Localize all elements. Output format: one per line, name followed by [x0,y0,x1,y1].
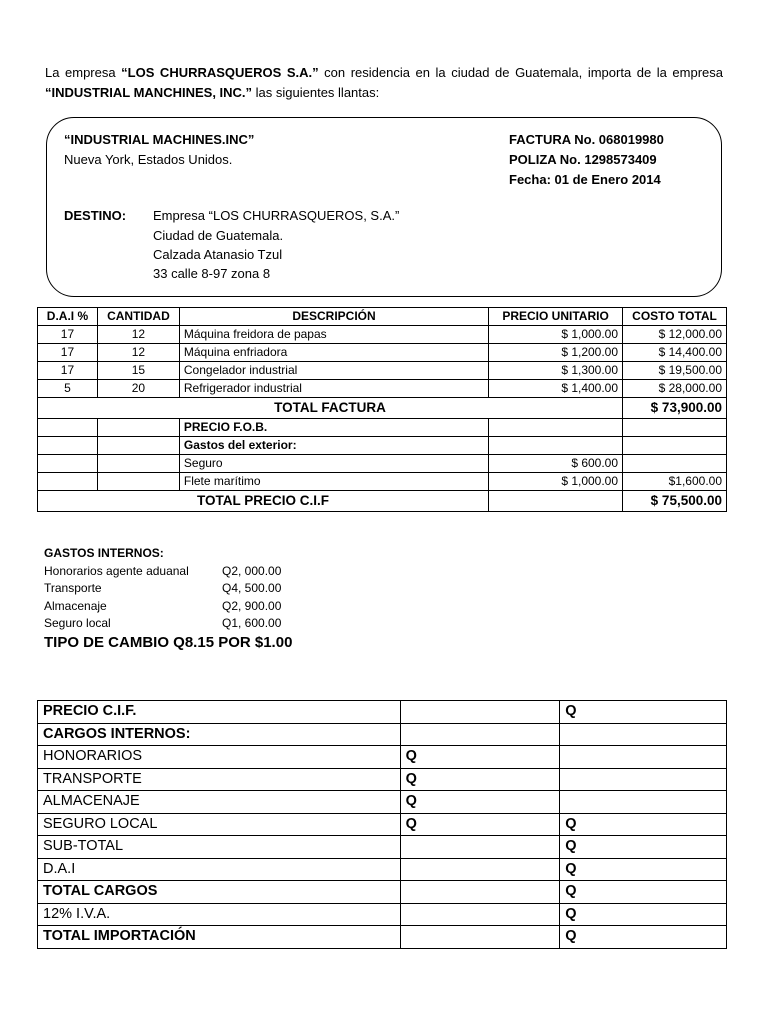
costo-cell: $ 28,000.00 [623,380,727,398]
table-row [38,836,727,859]
empty-cell [38,473,98,491]
factura-number: FACTURA No. 068019980 [509,132,664,147]
header-dai: D.A.I % [38,308,98,326]
gastos-internos-section [44,545,282,633]
table-row [38,455,727,473]
table-row [38,746,727,769]
list-item [44,563,282,581]
empty-cell [38,455,98,473]
empty-cell [97,455,179,473]
seller-company-name: “INDUSTRIAL MANCHINES, INC.” [45,85,253,100]
calc-col2 [400,903,560,926]
flete-value: $ 1,000.00 [489,473,623,491]
empty-cell [97,419,179,437]
destino-line: Calzada Atanasio Tzul [153,247,283,262]
gastos-exterior-label: Gastos del exterior: [179,437,488,455]
total-cif-row [38,491,727,512]
empty-cell [623,437,727,455]
calc-col3: Q [560,881,727,904]
list-item [44,615,282,633]
table-row [38,768,727,791]
buyer-company-name: “LOS CHURRASQUEROS S.A.” [121,65,319,80]
calc-col2 [400,881,560,904]
invoice-date: Fecha: 01 de Enero 2014 [509,172,661,187]
total-cif-label: TOTAL PRECIO C.I.F [38,491,489,512]
calc-col3: Q [560,836,727,859]
invoice-info-box [46,117,722,297]
calc-col2: Q [400,791,560,814]
calc-col2 [400,701,560,724]
calc-label: SEGURO LOCAL [38,813,401,836]
vendor-name: “INDUSTRIAL MACHINES.INC” [64,132,255,147]
calc-col3 [560,768,727,791]
header-cantidad: CANTIDAD [97,308,179,326]
cantidad-cell: 20 [97,380,179,398]
precio-fob-label: PRECIO F.O.B. [179,419,488,437]
cantidad-cell: 12 [97,344,179,362]
flete-label: Flete marítimo [179,473,488,491]
empty-cell [623,419,727,437]
calc-col3: Q [560,813,727,836]
intro-text-2: con residencia en la ciudad de Guatemala, importa de la empresa [318,65,724,80]
calc-col3 [560,723,727,746]
table-row [38,723,727,746]
destino-line: Empresa “LOS CHURRASQUEROS, S.A.” [153,208,400,223]
calc-col3: Q [560,701,727,724]
calc-label: HONORARIOS [38,746,401,769]
flete-total: $1,600.00 [623,473,727,491]
precio-cell: $ 1,400.00 [489,380,623,398]
calc-col3 [560,746,727,769]
descripcion-cell: Refrigerador industrial [179,380,488,398]
poliza-number: POLIZA No. 1298573409 [509,152,657,167]
costo-cell: $ 14,400.00 [623,344,727,362]
precio-cell: $ 1,300.00 [489,362,623,380]
calc-col2 [400,723,560,746]
calc-col2 [400,836,560,859]
calc-label: 12% I.V.A. [38,903,401,926]
gasto-label: Seguro local [44,616,111,630]
table-row [38,419,727,437]
seguro-label: Seguro [179,455,488,473]
costo-cell: $ 12,000.00 [623,326,727,344]
empty-cell [489,491,623,512]
calc-col2 [400,858,560,881]
precio-cell: $ 1,000.00 [489,326,623,344]
total-factura-row [38,398,727,419]
calc-label: ALMACENAJE [38,791,401,814]
list-item [44,598,282,616]
destino-line: 33 calle 8-97 zona 8 [153,266,271,281]
calc-col2 [400,926,560,949]
descripcion-cell: Congelador industrial [179,362,488,380]
table-row [38,858,727,881]
cantidad-cell: 15 [97,362,179,380]
precio-cell: $ 1,200.00 [489,344,623,362]
empty-cell [38,437,98,455]
tipo-cambio: TIPO DE CAMBIO Q8.15 POR $1.00 [44,634,293,651]
calc-label: TOTAL IMPORTACIÓN [38,926,401,949]
calc-col2: Q [400,768,560,791]
list-item [44,580,282,598]
costo-cell: $ 19,500.00 [623,362,727,380]
intro-text-1: La empresa [45,65,122,80]
empty-cell [489,419,623,437]
table-row [38,926,727,949]
table-row [38,326,727,344]
destino-label: DESTINO: [64,208,127,223]
dai-cell: 17 [38,362,98,380]
intro-paragraph [45,63,723,103]
calc-col2: Q [400,746,560,769]
descripcion-cell: Máquina freidora de papas [179,326,488,344]
empty-cell [489,437,623,455]
gastos-internos-title: GASTOS INTERNOS: [44,546,164,560]
total-factura-value: $ 73,900.00 [623,398,727,419]
calc-label: TOTAL CARGOS [38,881,401,904]
empty-cell [623,455,727,473]
table-row [38,473,727,491]
table-row [38,362,727,380]
cantidad-cell: 12 [97,326,179,344]
empty-cell [38,419,98,437]
empty-cell [97,473,179,491]
calc-label: CARGOS INTERNOS: [38,723,401,746]
descripcion-cell: Máquina enfriadora [179,344,488,362]
vendor-location: Nueva York, Estados Unidos. [64,152,233,167]
destino-line: Ciudad de Guatemala. [153,228,284,243]
invoice-table [37,307,727,512]
calc-col3: Q [560,858,727,881]
dai-cell: 17 [38,344,98,362]
seguro-value: $ 600.00 [489,455,623,473]
intro-text-3: las siguientes llantas: [252,85,380,100]
calculation-table [37,700,727,949]
calc-label: D.A.I [38,858,401,881]
table-row [38,701,727,724]
header-precio-unitario: PRECIO UNITARIO [489,308,623,326]
dai-cell: 5 [38,380,98,398]
total-cif-value: $ 75,500.00 [623,491,727,512]
calc-label: PRECIO C.I.F. [38,701,401,724]
calc-col3: Q [560,926,727,949]
calc-col3: Q [560,903,727,926]
header-descripcion: DESCRIPCIÓN [179,308,488,326]
dai-cell: 17 [38,326,98,344]
table-row [38,903,727,926]
table-row [38,813,727,836]
total-factura-label: TOTAL FACTURA [38,398,623,419]
gasto-value: Q2, 900.00 [222,598,282,613]
table-row [38,791,727,814]
table-header-row [38,308,727,326]
gasto-label: Transporte [44,581,102,595]
empty-cell [97,437,179,455]
header-costo-total: COSTO TOTAL [623,308,727,326]
calc-col3 [560,791,727,814]
gasto-label: Honorarios agente aduanal [44,563,189,578]
table-row [38,380,727,398]
calc-label: TRANSPORTE [38,768,401,791]
gasto-value: Q4, 500.00 [222,581,282,595]
table-row [38,437,727,455]
table-row [38,344,727,362]
table-row [38,881,727,904]
gasto-label: Almacenaje [44,598,107,613]
calc-label: SUB-TOTAL [38,836,401,859]
calc-col2: Q [400,813,560,836]
gasto-value: Q2, 000.00 [222,563,282,578]
gasto-value: Q1, 600.00 [222,616,282,630]
